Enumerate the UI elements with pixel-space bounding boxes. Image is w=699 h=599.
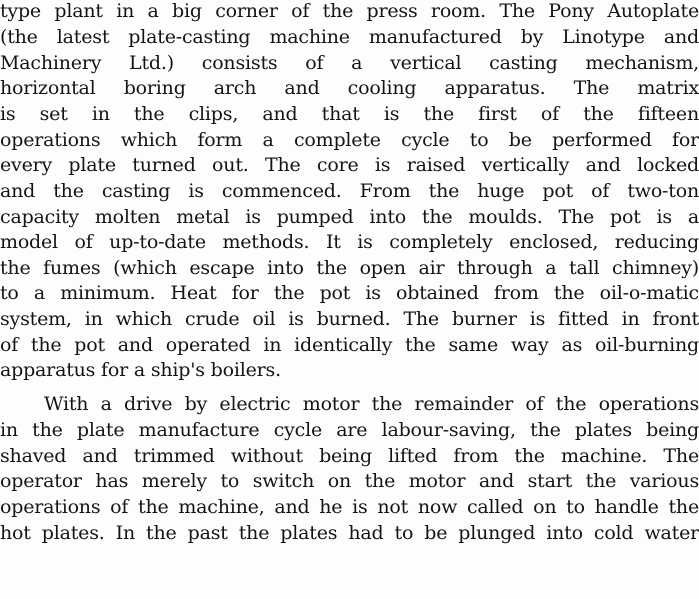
text-line: (the latest plate-casting machine manufactured by Linotype and <box>0 26 699 48</box>
text-line: capacity molten metal is pumped into the moulds. The pot is a <box>0 206 699 228</box>
text-line: model of up-to-date methods. It is completely enclosed, reducing <box>0 231 699 253</box>
text-line: Machinery Ltd.) consists of a vertical casting mechanism, <box>0 52 699 74</box>
text-line: every plate turned out. The core is raised vertically and locked <box>0 154 699 176</box>
text-line: system, in which crude oil is burned. The burner is fitted in front <box>0 308 699 330</box>
text-line: With a drive by electric motor the remainder of the operations <box>44 393 699 415</box>
text-line: type plant in a big corner of the press room. The Pony Autoplate <box>0 0 699 22</box>
text-line: and the casting is commenced. From the huge pot of two-ton <box>0 180 699 202</box>
text-line: apparatus for a ship's boilers. <box>0 359 281 381</box>
text-line: in the plate manufacture cycle are labour-saving, the plates being <box>0 419 699 441</box>
text-line: shaved and trimmed without being lifted from the machine. The <box>0 445 699 467</box>
text-line: to a minimum. Heat for the pot is obtained from the oil-o-matic <box>0 282 699 304</box>
text-line: hot plates. In the past the plates had to be plunged into cold water <box>0 522 699 544</box>
text-line: operations of the machine, and he is not now called on to handle the <box>0 496 699 518</box>
text-line: horizontal boring arch and cooling apparatus. The matrix <box>0 77 699 99</box>
text-line: operator has merely to switch on the motor and start the various <box>0 470 699 492</box>
text-line: the fumes (which escape into the open air through a tall chimney) <box>0 257 699 279</box>
text-line: operations which form a complete cycle to be performed for <box>0 129 699 151</box>
text-line: is set in the clips, and that is the first of the fifteen <box>0 103 699 125</box>
text-line: of the pot and operated in identically the same way as oil-burning <box>0 334 699 356</box>
